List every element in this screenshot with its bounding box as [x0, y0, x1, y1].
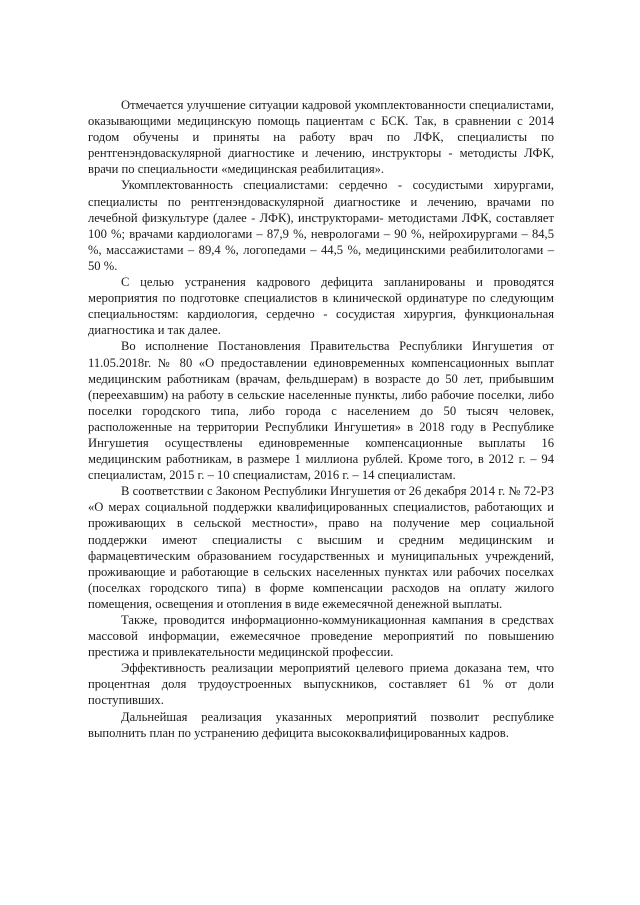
paragraph-media-campaign: Также, проводится информационно-коммуникационная кампания в средствах массовой информации, ежемесячное проведение мероприятий по повышению престижа и привлекательности медицинской профессии. — [88, 613, 554, 660]
paragraph-conclusion: Дальнейшая реализация указанных мероприятий позволит республике выполнить план по устранению дефицита высококвалифицированных кадров. — [88, 709, 554, 740]
paragraph-staffing-levels: Укомплектованность специалистами: сердечно - сосудистыми хирургами, специалисты по рентгенэндоваскулярной диагностике и лечению, врачами по лечебной физкультуре (далее - ЛФК), инструкторами- методистами ЛФК, составляет 100 %; врачами кардиологами – 87,9 %, неврологами – 90 %, нейрохирургами – 84,5 %, массажистами – 89,4 %, логопедами – 44,5 %, медицинскими реабилитологами – 50 %. — [88, 178, 554, 273]
paragraph-staffing-improvement: Отмечается улучшение ситуации кадровой укомплектованности специалистами, оказывающими медицинскую помощь пациентам с БСК. Так, в сравнении с 2014 годом обучены и приняты на работу врач по ЛФК, специалисты по рентгенэндоваскулярной диагностике и лечению, инструкторы - методисты ЛФК, врачи по специальности «медицинская реабилитация». — [88, 98, 554, 177]
paragraph-target-admission: Эффективность реализации мероприятий целевого приема доказана тем, что процентная доля трудоустроенных выпускников, составляет 61 % от доли поступивших. — [88, 661, 554, 708]
paragraph-residency-training: С целью устранения кадрового дефицита запланированы и проводятся мероприятия по подготовке специалистов в клинической ординатуре по следующим специальностям: кардиология, сердечно - сосудистая хирургия, функциональная диагностика и так далее. — [88, 275, 554, 338]
document-page — [88, 97, 554, 741]
paragraph-compensation-payments: Во исполнение Постановления Правительства Республики Ингушетия от 11.05.2018г. № 80 «О предоставлении единовременных компенсационных выплат медицинским работникам (врачам, фельдшерам) в возрасте до 50 лет, прибывшим (переехавшим) на работу в сельские населенные пункты, либо рабочие поселки, либо поселки городского типа, либо города с населением до 50 тысяч человек, расположенные на территории Республики Ингушетия» в 2018 году в Республике Ингушетия осуществлены единовременные компенсационные выплаты 16 медицинским работникам, в размере 1 миллиона рублей. Кроме того, в 2012 г. – 94 специалистам, 2015 г. – 10 специалистам, 2016 г. – 14 специалистам. — [88, 339, 554, 483]
paragraph-social-support-law: В соответствии с Законом Республики Ингушетия от 26 декабря 2014 г. № 72-РЗ «О мерах социальной поддержки квалифицированных специалистов, работающих и проживающих в сельской местности», право на получение мер социальной поддержки имеют специалисты с высшим и средним медицинским и фармацевтическим образованием государственных и муниципальных учреждений, проживающие и работающие в сельских населенных пунктах или рабочих поселках (поселках городского типа) в форме компенсации расходов на оплату жилого помещения, освещения и отопления в виде ежемесячной денежной выплаты. — [88, 484, 554, 611]
